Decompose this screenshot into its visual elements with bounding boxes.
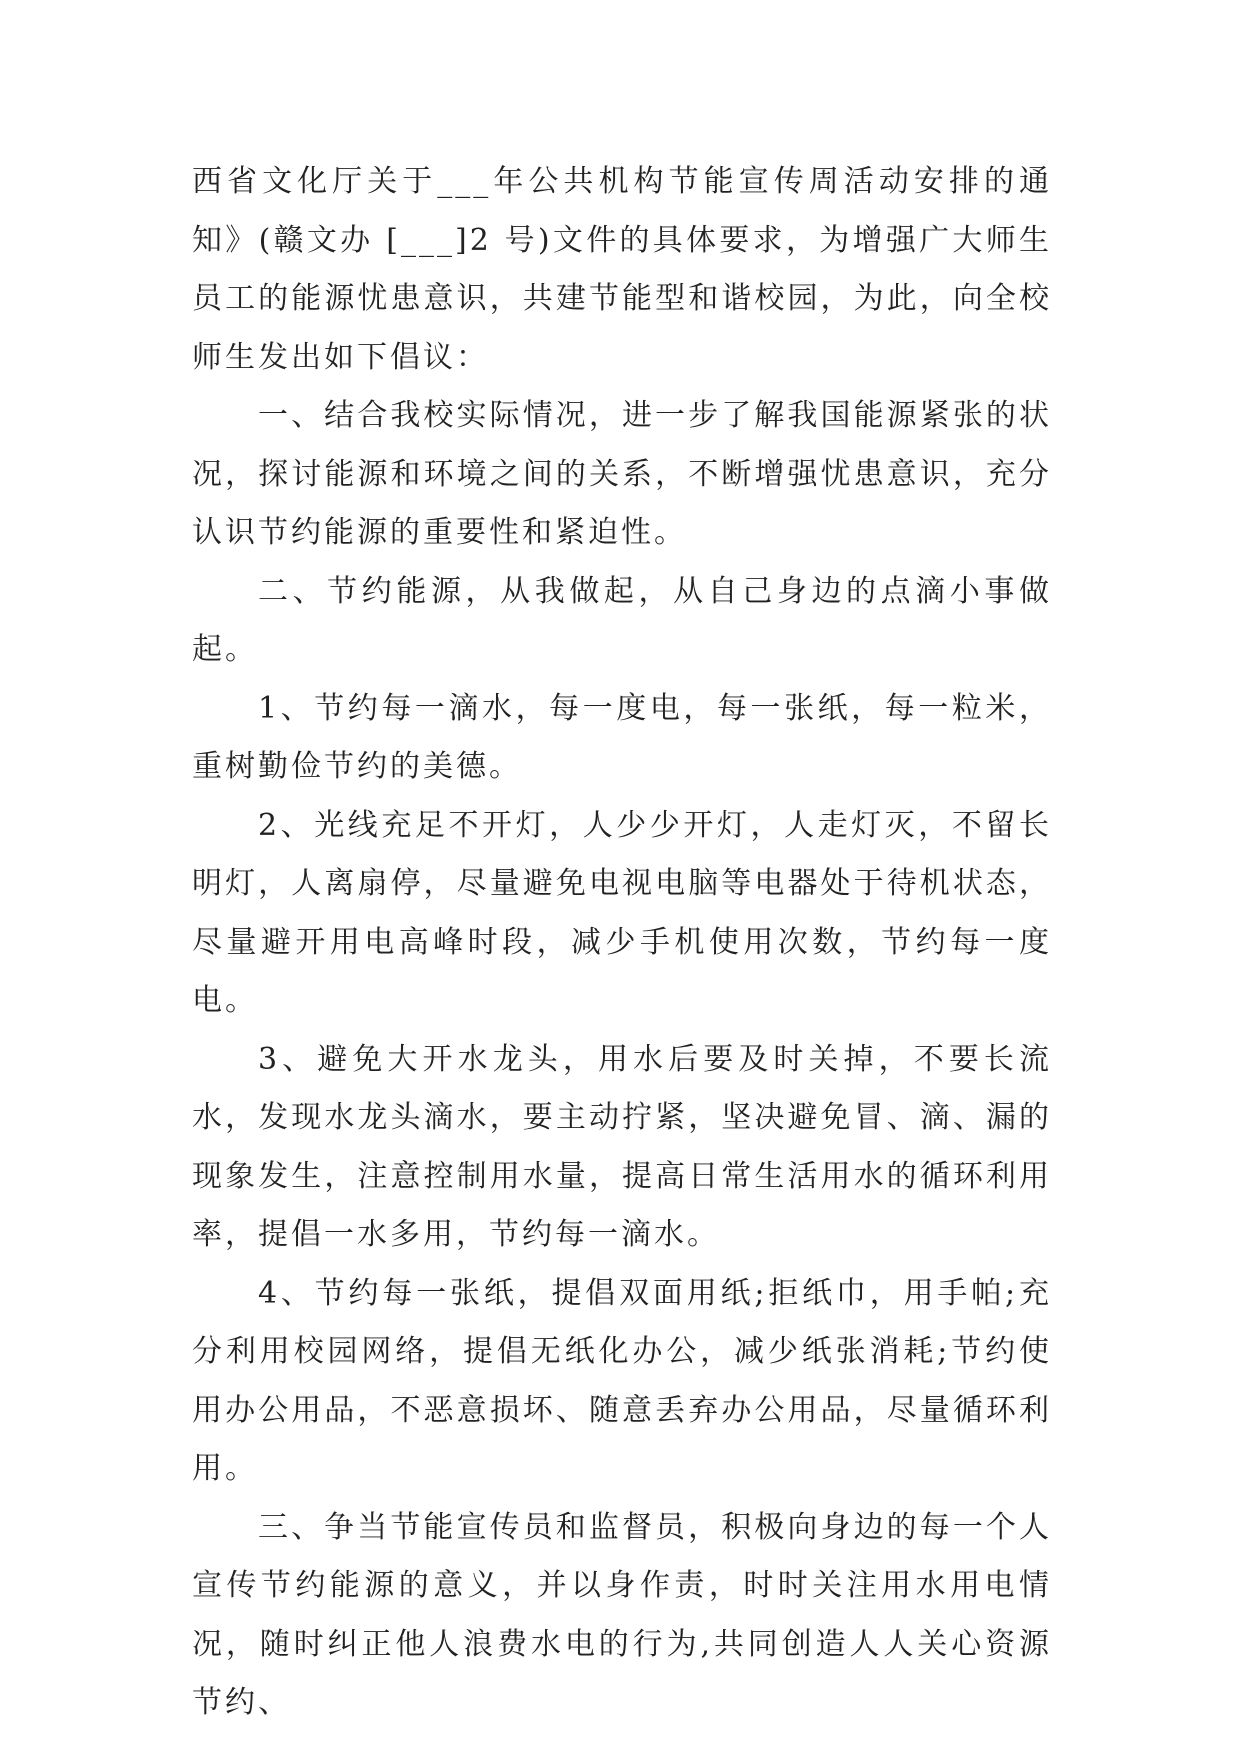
paragraph-5: 2、光线充足不开灯，人少少开灯，人走灯灭，不留长明灯，人离扇停，尽量避免电视电脑等电器处于待机状态，尽量避开用电高峰时段，减少手机使用次数，节约每一度电。: [192, 807, 1052, 1018]
paragraph-7: 4、节约每一张纸，提倡双面用纸;拒纸巾，用手帕;充分利用校园网络，提倡无纸化办公，减少纸张消耗;节约使用办公用品，不恶意损坏、随意丢弃办公用品，尽量循环利用。: [192, 1275, 1052, 1486]
paragraph-6: 3、避免大开水龙头，用水后要及时关掉，不要长流水，发现水龙头滴水，要主动拧紧，坚决避免冒、滴、漏的现象发生，注意控制用水量，提高日常生活用水的循环利用率，提倡一水多用，节约每一滴水。: [192, 1041, 1052, 1252]
paragraph-2: 一、结合我校实际情况，进一步了解我国能源紧张的状况，探讨能源和环境之间的关系，不断增强忧患意识，充分认识节约能源的重要性和紧迫性。: [192, 398, 1052, 550]
paragraph-8: 三、争当节能宣传员和监督员，积极向身边的每一个人宣传节约能源的意义，并以身作责，时时关注用水用电情况，随时纠正他人浪费水电的行为,共同创造人人关心资源节约、: [192, 1509, 1052, 1720]
paragraph-4: 1、节约每一滴水，每一度电，每一张纸，每一粒米，重树勤俭节约的美德。: [192, 690, 1052, 784]
document-body: [192, 153, 1052, 1733]
paragraph-1: 西省文化厅关于___年公共机构节能宣传周活动安排的通知》(赣文办 [___]2 号)文件的具体要求，为增强广大师生员工的能源忧患意识，共建节能型和谐校园，为此，向全校师生发出如下倡议：: [192, 164, 1052, 375]
paragraph-3: 二、节约能源，从我做起，从自己身边的点滴小事做起。: [192, 573, 1052, 667]
